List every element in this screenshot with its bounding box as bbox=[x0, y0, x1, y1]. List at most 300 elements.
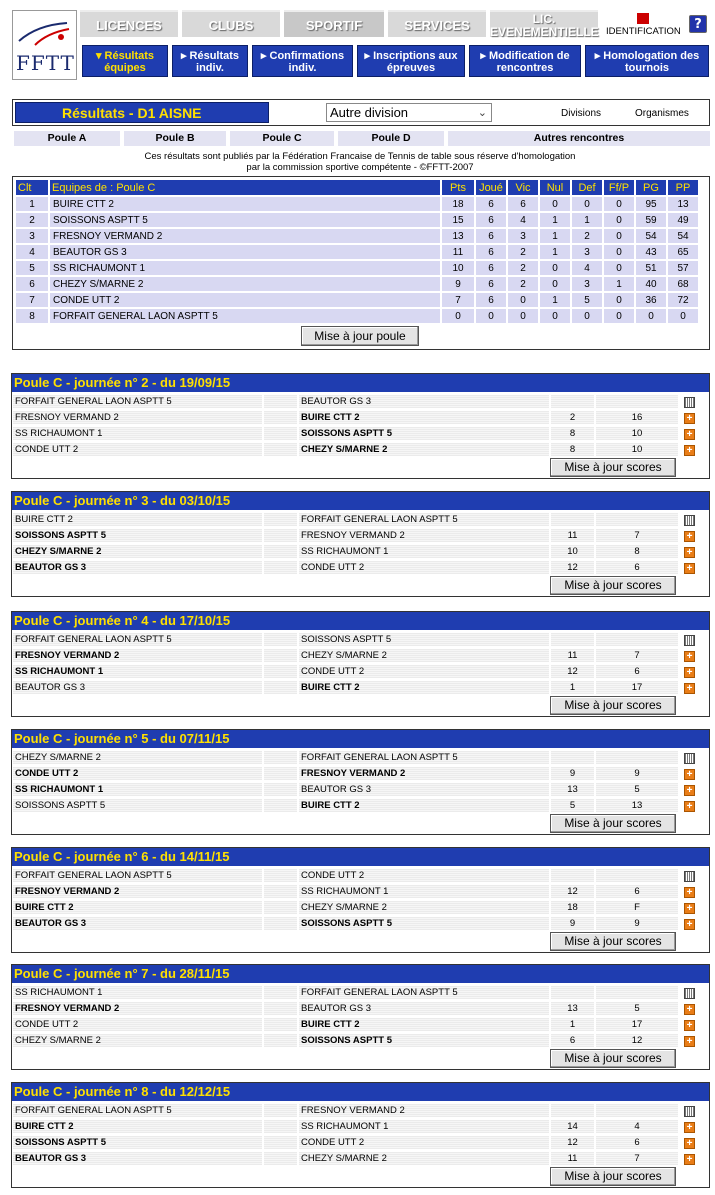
table-row bbox=[16, 277, 698, 291]
away-team-cell: CONDE UTT 2 bbox=[298, 664, 550, 679]
action-cell[interactable] bbox=[679, 1001, 699, 1016]
home-team-cell: SS RICHAUMONT 1 bbox=[12, 985, 263, 1000]
spacer-cell bbox=[263, 798, 298, 813]
stat-cell: 2 bbox=[572, 229, 602, 243]
away-team-cell: FORFAIT GENERAL LAON ASPTT 5 bbox=[298, 512, 550, 527]
home-score-cell bbox=[550, 512, 595, 527]
home-team-cell: FRESNOY VERMAND 2 bbox=[12, 410, 263, 425]
journee-panel bbox=[11, 611, 710, 717]
stat-cell: 0 bbox=[476, 309, 506, 323]
action-cell[interactable] bbox=[679, 560, 699, 575]
stat-cell: 7 bbox=[16, 293, 48, 307]
match-row bbox=[12, 544, 709, 559]
away-team-cell: SS RICHAUMONT 1 bbox=[298, 884, 550, 899]
logo-text: FFTT bbox=[16, 51, 75, 75]
stat-cell: 54 bbox=[668, 229, 698, 243]
home-score-cell: 13 bbox=[550, 1001, 595, 1016]
stat-cell: 43 bbox=[636, 245, 666, 259]
chevron-down-icon: ⌄ bbox=[477, 107, 487, 119]
home-team-cell: CHEZY S/MARNE 2 bbox=[12, 750, 263, 765]
stat-cell: 36 bbox=[636, 293, 666, 307]
away-team-cell: CONDE UTT 2 bbox=[298, 560, 550, 575]
spacer-cell bbox=[263, 1135, 298, 1150]
action-cell[interactable] bbox=[679, 442, 699, 457]
col-ffp: Ff/P bbox=[604, 180, 634, 195]
home-team-cell: BEAUTOR GS 3 bbox=[12, 560, 263, 575]
match-row bbox=[12, 648, 709, 663]
journee-panel bbox=[11, 847, 710, 953]
plus-icon[interactable]: + bbox=[684, 445, 695, 456]
stat-cell: 6 bbox=[476, 261, 506, 275]
home-team-cell: BUIRE CTT 2 bbox=[12, 512, 263, 527]
match-row bbox=[12, 394, 709, 409]
away-score-cell: 7 bbox=[595, 1151, 679, 1166]
stat-cell: 6 bbox=[476, 277, 506, 291]
mise-a-jour-poule-button[interactable]: Mise à jour poule bbox=[301, 326, 419, 346]
plus-icon[interactable]: + bbox=[684, 413, 695, 424]
grid-icon[interactable] bbox=[684, 1106, 695, 1117]
away-team-cell: SOISSONS ASPTT 5 bbox=[298, 426, 550, 441]
spacer-cell bbox=[263, 648, 298, 663]
action-cell[interactable] bbox=[679, 1017, 699, 1032]
away-score-cell: 4 bbox=[595, 1119, 679, 1134]
away-team-cell: BUIRE CTT 2 bbox=[298, 1017, 550, 1032]
tab-poule-d[interactable]: Poule D bbox=[338, 131, 444, 146]
plus-icon[interactable]: + bbox=[684, 801, 695, 812]
home-score-cell: 6 bbox=[550, 1033, 595, 1048]
spacer-cell bbox=[263, 1017, 298, 1032]
col-clt: Clt bbox=[16, 180, 48, 195]
match-row bbox=[12, 410, 709, 425]
logo-swoosh-icon bbox=[17, 19, 73, 49]
stat-cell: 1 bbox=[604, 277, 634, 291]
away-team-cell: CONDE UTT 2 bbox=[298, 868, 550, 883]
away-score-cell: 10 bbox=[595, 442, 679, 457]
col-pts: Pts bbox=[442, 180, 474, 195]
home-team-cell: CONDE UTT 2 bbox=[12, 766, 263, 781]
stat-cell: 6 bbox=[476, 197, 506, 211]
stat-cell: 51 bbox=[636, 261, 666, 275]
stat-cell: 57 bbox=[668, 261, 698, 275]
home-team-cell: FORFAIT GENERAL LAON ASPTT 5 bbox=[12, 632, 263, 647]
action-cell[interactable] bbox=[679, 766, 699, 781]
journee-panel bbox=[11, 491, 710, 597]
stat-cell: 10 bbox=[442, 261, 474, 275]
home-score-cell: 5 bbox=[550, 798, 595, 813]
col-pp: PP bbox=[668, 180, 698, 195]
action-cell[interactable] bbox=[679, 426, 699, 441]
spacer-cell bbox=[263, 1151, 298, 1166]
table-row bbox=[16, 245, 698, 259]
spacer-cell bbox=[263, 985, 298, 1000]
match-row bbox=[12, 900, 709, 915]
match-row bbox=[12, 426, 709, 441]
action-cell[interactable] bbox=[679, 1119, 699, 1134]
home-score-cell: 1 bbox=[550, 1017, 595, 1032]
mise-a-jour-scores-button[interactable]: Mise à jour scores bbox=[550, 814, 676, 833]
away-score-cell: 5 bbox=[595, 1001, 679, 1016]
journee-panel bbox=[11, 964, 710, 1070]
match-row bbox=[12, 442, 709, 457]
subtab-homologation-tournois[interactable]: ▸ Homologation des tournois bbox=[585, 45, 709, 77]
home-score-cell: 8 bbox=[550, 442, 595, 457]
action-cell[interactable] bbox=[679, 512, 699, 527]
stat-cell: 0 bbox=[540, 277, 570, 291]
away-score-cell: 6 bbox=[595, 1135, 679, 1150]
plus-icon[interactable]: + bbox=[684, 667, 695, 678]
action-cell[interactable] bbox=[679, 750, 699, 765]
away-score-cell: 5 bbox=[595, 782, 679, 797]
away-score-cell bbox=[595, 868, 679, 883]
away-team-cell: CONDE UTT 2 bbox=[298, 1135, 550, 1150]
division-select[interactable] bbox=[326, 103, 492, 122]
stat-cell: 6 bbox=[476, 293, 506, 307]
team-name-cell[interactable]: SS RICHAUMONT 1 bbox=[50, 261, 440, 275]
journee-title: Poule C - journée n° 2 - du 19/09/15 bbox=[12, 374, 709, 392]
table-row bbox=[16, 229, 698, 243]
stat-cell: 5 bbox=[16, 261, 48, 275]
spacer-cell bbox=[263, 680, 298, 695]
team-name-cell[interactable]: CHEZY S/MARNE 2 bbox=[50, 277, 440, 291]
home-score-cell: 11 bbox=[550, 648, 595, 663]
home-score-cell: 9 bbox=[550, 916, 595, 931]
spacer-cell bbox=[263, 664, 298, 679]
identification-link[interactable] bbox=[604, 12, 690, 38]
stat-cell: 6 bbox=[508, 197, 538, 211]
away-score-cell bbox=[595, 632, 679, 647]
action-cell[interactable] bbox=[679, 900, 699, 915]
table-row bbox=[16, 197, 698, 211]
action-cell[interactable] bbox=[679, 985, 699, 1000]
match-row bbox=[12, 1151, 709, 1166]
action-cell[interactable] bbox=[679, 632, 699, 647]
stat-cell: 0 bbox=[604, 213, 634, 227]
stat-cell: 59 bbox=[636, 213, 666, 227]
home-score-cell: 12 bbox=[550, 884, 595, 899]
plus-icon[interactable]: + bbox=[684, 651, 695, 662]
plus-icon[interactable]: + bbox=[684, 887, 695, 898]
away-team-cell: FRESNOY VERMAND 2 bbox=[298, 766, 550, 781]
match-row bbox=[12, 1001, 709, 1016]
stat-cell: 2 bbox=[508, 261, 538, 275]
match-row bbox=[12, 884, 709, 899]
home-team-cell: FORFAIT GENERAL LAON ASPTT 5 bbox=[12, 1103, 263, 1118]
home-score-cell: 10 bbox=[550, 544, 595, 559]
action-cell[interactable] bbox=[679, 680, 699, 695]
away-score-cell: 12 bbox=[595, 1033, 679, 1048]
stat-cell: 0 bbox=[540, 261, 570, 275]
match-row bbox=[12, 1119, 709, 1134]
subtab-resultats-indiv[interactable]: ▸ Résultats indiv. bbox=[172, 45, 248, 77]
away-score-cell: 17 bbox=[595, 680, 679, 695]
action-cell[interactable] bbox=[679, 648, 699, 663]
plus-icon[interactable]: + bbox=[684, 429, 695, 440]
stat-cell: 49 bbox=[668, 213, 698, 227]
grid-icon[interactable] bbox=[684, 635, 695, 646]
action-cell[interactable] bbox=[679, 916, 699, 931]
away-score-cell: F bbox=[595, 900, 679, 915]
stat-cell: 2 bbox=[16, 213, 48, 227]
action-cell[interactable] bbox=[679, 544, 699, 559]
col-def: Def bbox=[572, 180, 602, 195]
stat-cell: 13 bbox=[668, 197, 698, 211]
away-score-cell: 7 bbox=[595, 528, 679, 543]
away-team-cell: BEAUTOR GS 3 bbox=[298, 394, 550, 409]
tab-sportif[interactable]: SPORTIF bbox=[284, 10, 384, 37]
away-score-cell bbox=[595, 394, 679, 409]
table-row bbox=[16, 261, 698, 275]
stat-cell: 3 bbox=[508, 229, 538, 243]
home-team-cell: BEAUTOR GS 3 bbox=[12, 1151, 263, 1166]
away-team-cell: SOISSONS ASPTT 5 bbox=[298, 916, 550, 931]
spacer-cell bbox=[263, 750, 298, 765]
table-row bbox=[16, 293, 698, 307]
team-name-cell[interactable]: FORFAIT GENERAL LAON ASPTT 5 bbox=[50, 309, 440, 323]
spacer-cell bbox=[263, 394, 298, 409]
action-cell[interactable] bbox=[679, 528, 699, 543]
grid-icon[interactable] bbox=[684, 988, 695, 999]
subtab-modification-rencontres[interactable]: ▸ Modification de rencontres bbox=[469, 45, 581, 77]
plus-icon[interactable]: + bbox=[684, 1020, 695, 1031]
away-score-cell bbox=[595, 512, 679, 527]
home-score-cell: 14 bbox=[550, 1119, 595, 1134]
tab-licences[interactable]: LICENCES bbox=[80, 10, 178, 37]
stat-cell: 2 bbox=[508, 245, 538, 259]
away-score-cell: 10 bbox=[595, 426, 679, 441]
plus-icon[interactable]: + bbox=[684, 1122, 695, 1133]
tab-poule-c[interactable]: Poule C bbox=[230, 131, 334, 146]
spacer-cell bbox=[263, 868, 298, 883]
plus-icon[interactable]: + bbox=[684, 1036, 695, 1047]
col-vic: Vic bbox=[508, 180, 538, 195]
away-team-cell: SS RICHAUMONT 1 bbox=[298, 1119, 550, 1134]
action-cell[interactable] bbox=[679, 394, 699, 409]
away-score-cell: 6 bbox=[595, 664, 679, 679]
identification-label: IDENTIFICATION bbox=[606, 26, 681, 37]
action-cell[interactable] bbox=[679, 884, 699, 899]
home-score-cell bbox=[550, 868, 595, 883]
away-score-cell: 9 bbox=[595, 766, 679, 781]
stat-cell: 4 bbox=[508, 213, 538, 227]
action-cell[interactable] bbox=[679, 1103, 699, 1118]
away-score-cell: 16 bbox=[595, 410, 679, 425]
stat-cell: 0 bbox=[508, 293, 538, 307]
home-team-cell: SOISSONS ASPTT 5 bbox=[12, 528, 263, 543]
plus-icon[interactable]: + bbox=[684, 1004, 695, 1015]
plus-icon[interactable]: + bbox=[684, 547, 695, 558]
spacer-cell bbox=[263, 528, 298, 543]
plus-icon[interactable]: + bbox=[684, 563, 695, 574]
stat-cell: 1 bbox=[572, 213, 602, 227]
away-team-cell: BEAUTOR GS 3 bbox=[298, 782, 550, 797]
journee-title: Poule C - journée n° 3 - du 03/10/15 bbox=[12, 492, 709, 510]
help-icon[interactable]: ? bbox=[689, 15, 707, 33]
home-team-cell: CHEZY S/MARNE 2 bbox=[12, 544, 263, 559]
stat-cell: 1 bbox=[540, 213, 570, 227]
table-row bbox=[16, 309, 698, 323]
home-team-cell: BEAUTOR GS 3 bbox=[12, 680, 263, 695]
mise-a-jour-scores-button[interactable]: Mise à jour scores bbox=[550, 576, 676, 595]
spacer-cell bbox=[263, 1033, 298, 1048]
journee-panel bbox=[11, 373, 710, 479]
stat-cell: 6 bbox=[476, 213, 506, 227]
home-team-cell: FRESNOY VERMAND 2 bbox=[12, 648, 263, 663]
stat-cell: 68 bbox=[668, 277, 698, 291]
action-cell[interactable] bbox=[679, 868, 699, 883]
subtab-confirmations-indiv[interactable]: ▸ Confirmations indiv. bbox=[252, 45, 353, 77]
stat-cell: 1 bbox=[540, 245, 570, 259]
home-score-cell: 12 bbox=[550, 664, 595, 679]
stat-cell: 0 bbox=[604, 245, 634, 259]
action-cell[interactable] bbox=[679, 664, 699, 679]
away-team-cell: CHEZY S/MARNE 2 bbox=[298, 1151, 550, 1166]
stat-cell: 3 bbox=[16, 229, 48, 243]
mise-a-jour-scores-button[interactable]: Mise à jour scores bbox=[550, 458, 676, 477]
match-row bbox=[12, 1135, 709, 1150]
divisions-link[interactable]: Divisions bbox=[561, 108, 602, 119]
action-cell[interactable] bbox=[679, 798, 699, 813]
away-team-cell: SOISSONS ASPTT 5 bbox=[298, 1033, 550, 1048]
team-name-cell[interactable]: CONDE UTT 2 bbox=[50, 293, 440, 307]
spacer-cell bbox=[263, 442, 298, 457]
stat-cell: 18 bbox=[442, 197, 474, 211]
division-select-value: Autre division bbox=[330, 105, 409, 120]
journee-panel bbox=[11, 729, 710, 835]
journee-title: Poule C - journée n° 5 - du 07/11/15 bbox=[12, 730, 709, 748]
journee-title: Poule C - journée n° 8 - du 12/12/15 bbox=[12, 1083, 709, 1101]
mise-a-jour-scores-button[interactable]: Mise à jour scores bbox=[550, 1049, 676, 1068]
team-name-cell[interactable]: BUIRE CTT 2 bbox=[50, 197, 440, 211]
journee-title: Poule C - journée n° 6 - du 14/11/15 bbox=[12, 848, 709, 866]
action-cell[interactable] bbox=[679, 782, 699, 797]
tab-clubs[interactable]: CLUBS bbox=[182, 10, 280, 37]
home-score-cell: 18 bbox=[550, 900, 595, 915]
action-cell[interactable] bbox=[679, 1033, 699, 1048]
plus-icon[interactable]: + bbox=[684, 1138, 695, 1149]
identification-icon bbox=[637, 13, 649, 24]
spacer-cell bbox=[263, 560, 298, 575]
home-team-cell: FORFAIT GENERAL LAON ASPTT 5 bbox=[12, 394, 263, 409]
mise-a-jour-scores-button[interactable]: Mise à jour scores bbox=[550, 696, 676, 715]
stat-cell: 0 bbox=[442, 309, 474, 323]
grid-icon[interactable] bbox=[684, 753, 695, 764]
spacer-cell bbox=[263, 632, 298, 647]
plus-icon[interactable]: + bbox=[684, 785, 695, 796]
match-row bbox=[12, 664, 709, 679]
action-cell[interactable] bbox=[679, 410, 699, 425]
grid-icon[interactable] bbox=[684, 397, 695, 408]
plus-icon[interactable]: + bbox=[684, 683, 695, 694]
match-row bbox=[12, 916, 709, 931]
home-team-cell: BUIRE CTT 2 bbox=[12, 1119, 263, 1134]
home-team-cell: SOISSONS ASPTT 5 bbox=[12, 1135, 263, 1150]
classement-panel bbox=[12, 176, 710, 350]
tab-autres-rencontres[interactable]: Autres rencontres bbox=[448, 131, 710, 146]
home-team-cell: SOISSONS ASPTT 5 bbox=[12, 798, 263, 813]
grid-icon[interactable] bbox=[684, 515, 695, 526]
stat-cell: 95 bbox=[636, 197, 666, 211]
tab-poule-b[interactable]: Poule B bbox=[124, 131, 226, 146]
away-score-cell: 7 bbox=[595, 648, 679, 663]
classement-header-row bbox=[16, 180, 698, 195]
stat-cell: 0 bbox=[508, 309, 538, 323]
plus-icon[interactable]: + bbox=[684, 531, 695, 542]
stat-cell: 72 bbox=[668, 293, 698, 307]
grid-icon[interactable] bbox=[684, 871, 695, 882]
plus-icon[interactable]: + bbox=[684, 903, 695, 914]
stat-cell: 15 bbox=[442, 213, 474, 227]
stat-cell: 40 bbox=[636, 277, 666, 291]
spacer-cell bbox=[263, 1103, 298, 1118]
subtab-inscriptions-epreuves[interactable]: ▸ Inscriptions aux épreuves bbox=[357, 45, 465, 77]
tab-services[interactable]: SERVICES bbox=[388, 10, 486, 37]
away-team-cell: BUIRE CTT 2 bbox=[298, 680, 550, 695]
match-row bbox=[12, 985, 709, 1000]
action-cell[interactable] bbox=[679, 1151, 699, 1166]
stat-cell: 1 bbox=[540, 293, 570, 307]
spacer-cell bbox=[263, 426, 298, 441]
col-nul: Nul bbox=[540, 180, 570, 195]
away-score-cell: 6 bbox=[595, 884, 679, 899]
journee-title: Poule C - journée n° 7 - du 28/11/15 bbox=[12, 965, 709, 983]
match-row bbox=[12, 868, 709, 883]
stat-cell: 65 bbox=[668, 245, 698, 259]
away-team-cell: CHEZY S/MARNE 2 bbox=[298, 900, 550, 915]
subtab-resultats-equipes[interactable]: ▾ Résultats équipes bbox=[82, 45, 168, 77]
plus-icon[interactable]: + bbox=[684, 919, 695, 930]
stat-cell: 1 bbox=[540, 229, 570, 243]
match-row bbox=[12, 512, 709, 527]
mise-a-jour-scores-button[interactable]: Mise à jour scores bbox=[550, 1167, 676, 1186]
spacer-cell bbox=[263, 766, 298, 781]
home-score-cell: 11 bbox=[550, 1151, 595, 1166]
mise-a-jour-scores-button[interactable]: Mise à jour scores bbox=[550, 932, 676, 951]
spacer-cell bbox=[263, 512, 298, 527]
home-team-cell: BEAUTOR GS 3 bbox=[12, 916, 263, 931]
match-row bbox=[12, 632, 709, 647]
plus-icon[interactable]: + bbox=[684, 1154, 695, 1165]
action-cell[interactable] bbox=[679, 1135, 699, 1150]
tab-lic-evenementielle[interactable]: LIC. EVENEMENTIELLE bbox=[490, 12, 599, 39]
away-score-cell: 17 bbox=[595, 1017, 679, 1032]
team-name-cell[interactable]: BEAUTOR GS 3 bbox=[50, 245, 440, 259]
home-score-cell: 12 bbox=[550, 560, 595, 575]
plus-icon[interactable]: + bbox=[684, 769, 695, 780]
home-team-cell: SS RICHAUMONT 1 bbox=[12, 664, 263, 679]
team-name-cell[interactable]: FRESNOY VERMAND 2 bbox=[50, 229, 440, 243]
away-score-cell: 8 bbox=[595, 544, 679, 559]
away-team-cell: CHEZY S/MARNE 2 bbox=[298, 648, 550, 663]
home-team-cell: CHEZY S/MARNE 2 bbox=[12, 1033, 263, 1048]
home-team-cell: CONDE UTT 2 bbox=[12, 1017, 263, 1032]
tab-poule-a[interactable]: Poule A bbox=[14, 131, 120, 146]
match-row bbox=[12, 1103, 709, 1118]
stat-cell: 4 bbox=[572, 261, 602, 275]
homologation-notice bbox=[80, 151, 640, 173]
away-team-cell: FORFAIT GENERAL LAON ASPTT 5 bbox=[298, 750, 550, 765]
stat-cell: 8 bbox=[16, 309, 48, 323]
team-name-cell[interactable]: SOISSONS ASPTT 5 bbox=[50, 213, 440, 227]
match-row bbox=[12, 750, 709, 765]
stat-cell: 0 bbox=[636, 309, 666, 323]
match-row bbox=[12, 528, 709, 543]
organismes-link[interactable]: Organismes bbox=[635, 108, 689, 119]
stat-cell: 0 bbox=[540, 309, 570, 323]
match-row bbox=[12, 1017, 709, 1032]
fftt-logo[interactable] bbox=[12, 10, 77, 80]
page-title: Résultats - D1 AISNE bbox=[15, 102, 269, 123]
home-team-cell: SS RICHAUMONT 1 bbox=[12, 782, 263, 797]
